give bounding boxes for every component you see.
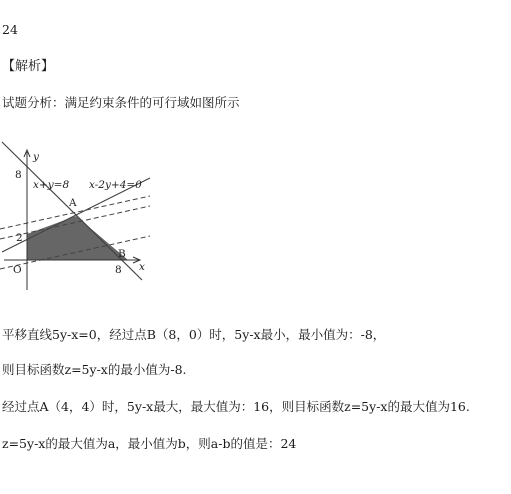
- solution-line-1: 平移直线5y-x=0，经过点B（8，0）时，5y-x最小，最小值为：-8，: [2, 327, 386, 342]
- y-tick-2: 2: [16, 232, 23, 244]
- x-tick-8: 8: [115, 264, 122, 276]
- y-tick-8: 8: [15, 169, 22, 181]
- feasible-region: [27, 216, 128, 260]
- point-b-label: B: [118, 248, 126, 260]
- line2-label: x-2y+4=0: [89, 179, 142, 191]
- solution-line-4: z=5y-x的最大值为a，最小值为b，则a-b的值是：24: [2, 436, 297, 451]
- solution-line-2: 则目标函数z=5y-x的最小值为-8.: [2, 362, 187, 377]
- answer-value: 24: [2, 22, 18, 37]
- origin-label: O: [13, 264, 22, 276]
- x-axis-label: x: [139, 261, 145, 273]
- solution-line-3: 经过点A（4，4）时，5y-x最大，最大值为：16，则目标函数z=5y-x的最大值为16.: [2, 399, 470, 414]
- analysis-intro: 试题分析：满足约束条件的可行域如图所示: [2, 95, 240, 110]
- line1-label: x+y=8: [33, 179, 70, 191]
- section-title: 【解析】: [2, 59, 55, 74]
- feasible-region-figure: [0, 140, 160, 290]
- y-axis-label: y: [33, 151, 39, 163]
- point-a-label: A: [69, 197, 77, 209]
